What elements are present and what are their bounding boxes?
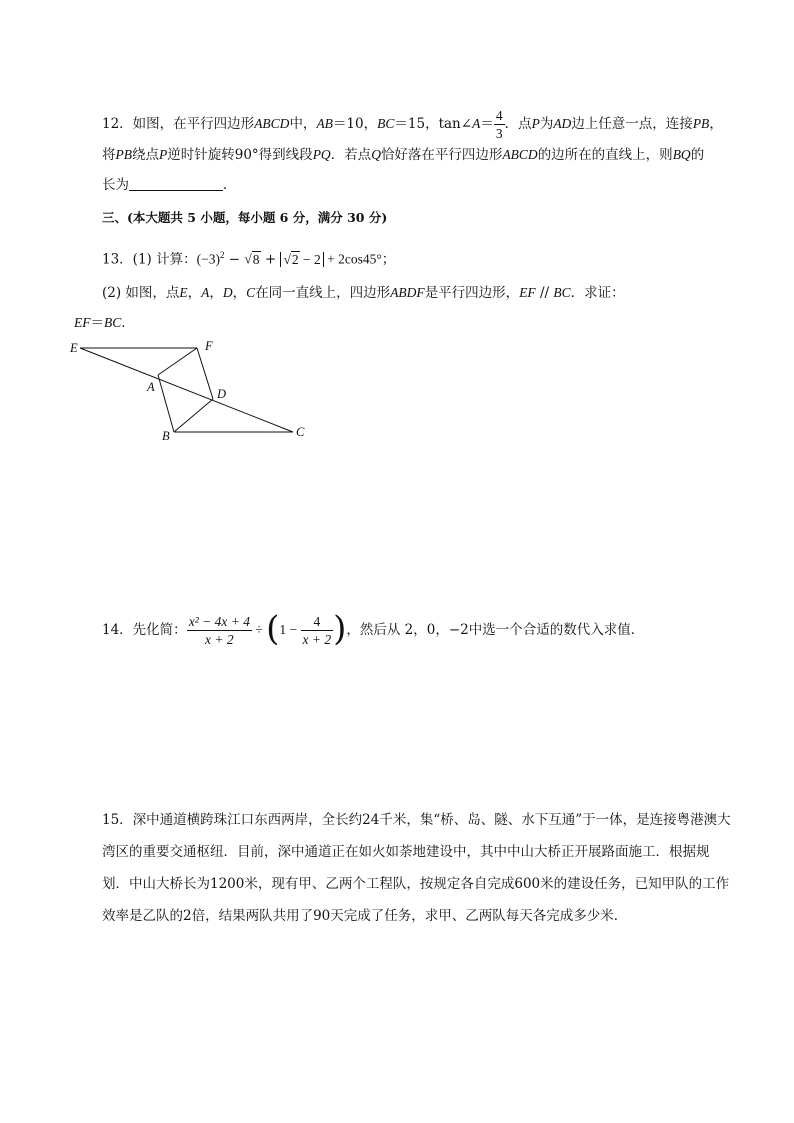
section-3-heading: 三、(本大题共 5 小题，每小题 6 分，满分 30 分): [102, 210, 388, 225]
q15-line-3: 划．中山大桥长为1200米，现有甲、乙两个工程队，按规定各自完成600米的建设任务，已知甲队的工作: [102, 876, 730, 892]
label-b: B: [162, 429, 170, 443]
segment-fd: [197, 348, 213, 399]
q12-line-1: 12．如图，在平行四边形ABCD中，AB＝10，BC＝15，tan∠A＝ $\frac{4}{3}$ ．点P为AD边上任意一点，连接PB，: [102, 108, 723, 141]
label-a: A: [147, 380, 155, 394]
q15-line-2: 湾区的重要交通枢纽．目前，深中通道正在如火如荼地建设中，其中中山大桥正开展路面施工．根据规: [102, 844, 710, 860]
answer-blank[interactable]: [129, 176, 223, 191]
segment-ec: [80, 348, 293, 432]
fraction-quadratic: $\frac{\text{x² − 4x + 4}}{x + 2}$: [188, 614, 250, 647]
q13-part-1: 13．(1) 计算：$(-3)^2 - √8 + √2 - 2 + 2\cos 45^\circ$；: [102, 250, 396, 268]
q12-line-3: 长为 ．: [102, 177, 237, 193]
segment-bd: [174, 399, 213, 432]
q12-line-2: 将PB绕点P逆时针旋转90°得到线段PQ．若点Q恰好落在平行四边形ABCD的边所在的直线上，则BQ的: [102, 147, 705, 163]
label-c: C: [296, 425, 305, 439]
segment-ab: [158, 375, 174, 432]
label-e: E: [70, 341, 78, 355]
q15-line-1: 15．深中通道横跨珠江口东西两岸，全长约24千米，集“桥、岛、隧、水下互通”于一体，是连接粤港澳大: [102, 812, 731, 828]
segment-af: [158, 348, 197, 375]
q14-line: 14．先化简： $\frac{\text{x² − 4x + 4}}{x + 2}$ ÷ (1 − $\frac{4}{x + 2}$ )，然后从 2，0，−2中选一个合适的数代入求值．: [102, 609, 645, 649]
parallelogram-diagram: [64, 336, 324, 446]
label-d: D: [217, 387, 227, 401]
q13-part-2-cont: EF＝BC．: [74, 315, 135, 331]
q15-line-4: 效率是乙队的2倍，结果两队共用了90天完成了任务，求甲、乙两队每天各完成多少米．: [102, 908, 628, 924]
label-f: F: [205, 339, 213, 353]
fraction-four-over: $\frac{4}{x + 2}$: [302, 614, 332, 647]
absolute-value: √2 − 2: [280, 252, 323, 267]
fraction-four-thirds: $\frac{4}{3}$: [495, 108, 503, 141]
q13-part-2: (2) 如图，点E，A，D，C在同一直线上，四边形ABDF是平行四边形，EF // BC．求证：: [102, 285, 625, 301]
